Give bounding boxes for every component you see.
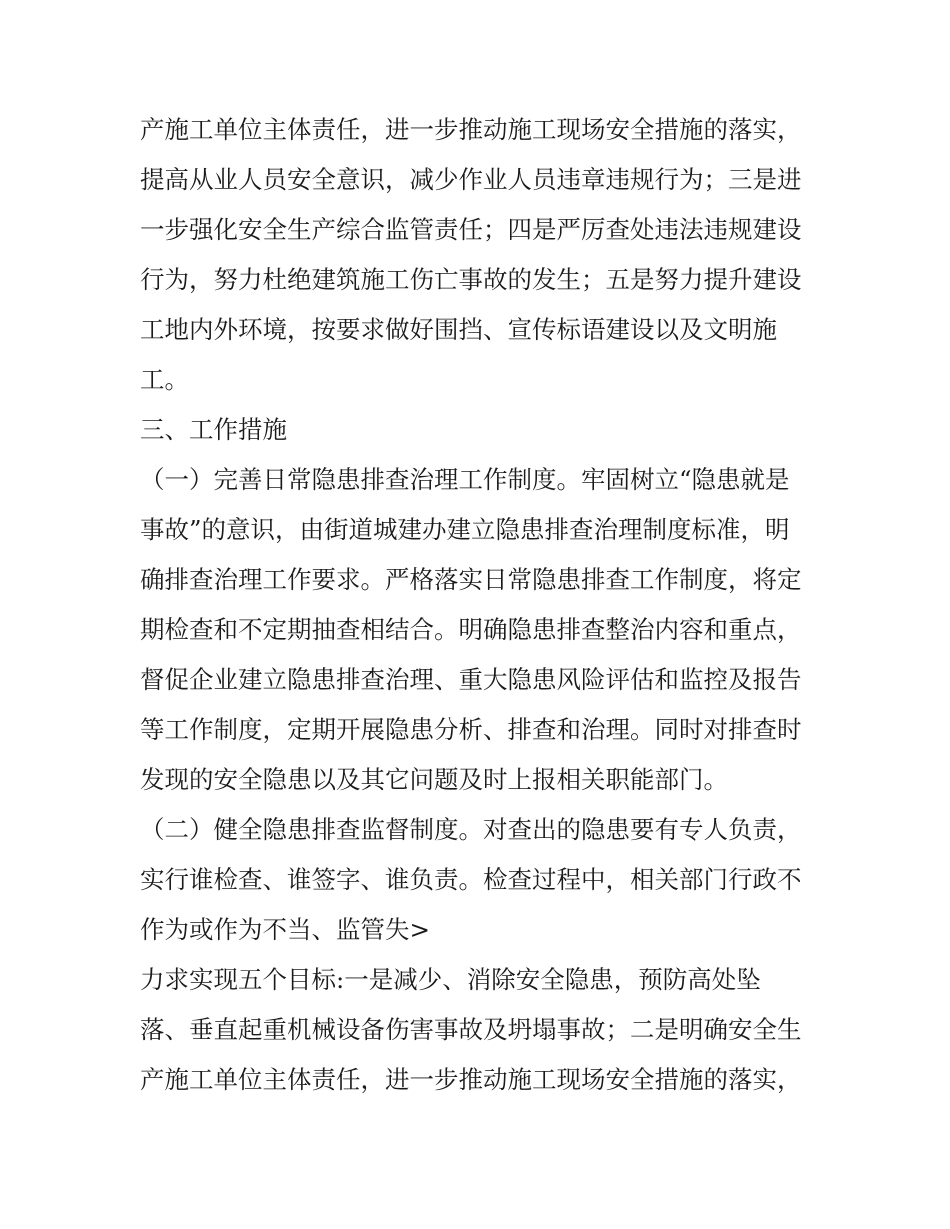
- text-line: 确排查治理工作要求。严格落实日常隐患排查工作制度，将定: [140, 565, 802, 594]
- text-line: 事故”的意识，由街道城建办建立隐患排查治理制度标准，明: [140, 515, 790, 544]
- text-line: 行为，努力杜绝建筑施工伤亡事故的发生；五是努力提升建设: [140, 265, 802, 294]
- text-line: 期检查和不定期抽查相结合。明确隐患排查整治内容和重点，: [140, 615, 802, 644]
- text-line: 一步强化安全生产综合监管责任；四是严厉查处违法违规建设: [140, 215, 802, 244]
- text-line: （一）完善日常隐患排查治理工作制度。牢固树立“隐患就是: [140, 465, 790, 494]
- text-line: 工。: [140, 365, 189, 394]
- text-line: 产施工单位主体责任，进一步推动施工现场安全措施的落实，: [140, 1065, 802, 1094]
- text-line: 等工作制度，定期开展隐患分析、排查和治理。同时对排查时: [140, 715, 802, 744]
- text-line: 作为或作为不当、监管失>: [140, 915, 431, 944]
- text-line: （二）健全隐患排查监督制度。对查出的隐患要有专人负责，: [140, 815, 802, 844]
- text-line: 产施工单位主体责任，进一步推动施工现场安全措施的落实，: [140, 115, 802, 144]
- text-line: 实行谁检查、谁签字、谁负责。检查过程中，相关部门行政不: [140, 865, 802, 894]
- text-line: 督促企业建立隐患排查治理、重大隐患风险评估和监控及报告: [140, 665, 802, 694]
- text-line: 提高从业人员安全意识，减少作业人员违章违规行为；三是进: [140, 165, 802, 194]
- text-line: 力求实现五个目标:一是减少、消除安全隐患，预防高处坠: [140, 965, 761, 994]
- text-line: 工地内外环境，按要求做好围挡、宣传标语建设以及文明施: [140, 315, 777, 344]
- text-line: 发现的安全隐患以及其它问题及时上报相关职能部门。: [140, 765, 728, 794]
- section-heading: 三、工作措施: [140, 415, 287, 444]
- text-line: 落、垂直起重机械设备伤害事故及坍塌事故；二是明确安全生: [140, 1015, 802, 1044]
